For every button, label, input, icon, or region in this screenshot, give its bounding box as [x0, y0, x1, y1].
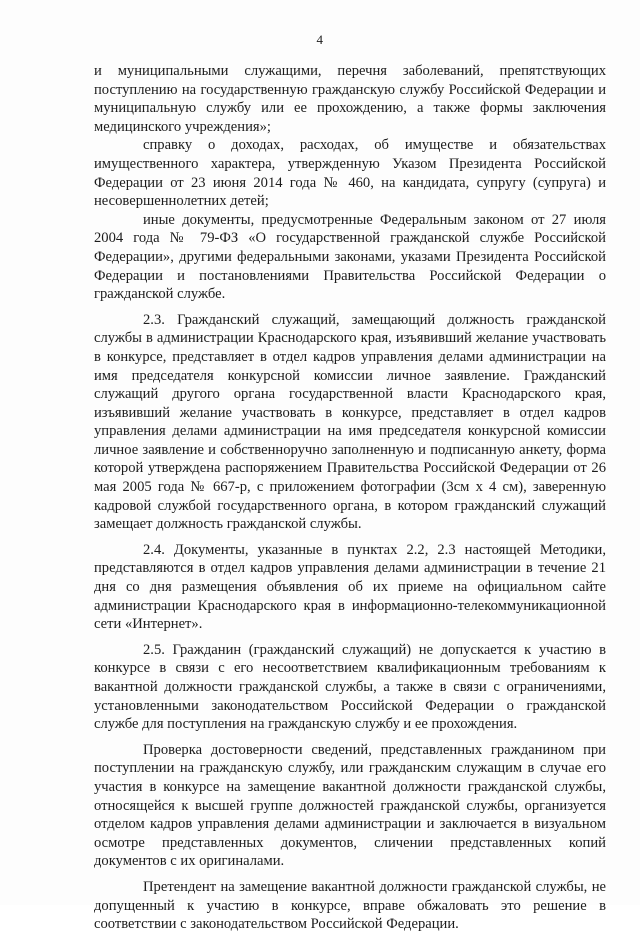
paragraph-verification: Проверка достоверности сведений, представленных гражданином при поступлении на гражданскую службу, или гражданским служащим в случае его участия в конкурсе на замещение вакантной должности гражданской службы, относящейся к высшей группе должностей гражданской службы, организуется отделом кадров управления делами администрации и заключается в визуальном осмотре представленных документов, сличении представленных копий документов с их оригиналами.: [94, 741, 606, 870]
paragraph-2-5: 2.5. Гражданин (гражданский служащий) не допускается к участию в конкурсе в связи с его несоответствием квалификационным требованиям к вакантной должности гражданской службы, а также в связи с ограничениями, установленными законодательством Российской Федерации о гражданской службе для поступления на гражданскую службу и ее прохождения.: [94, 641, 606, 733]
paragraph-other-documents: иные документы, предусмотренные Федеральным законом от 27 июля 2004 года № 79-ФЗ «О государственной гражданской службе Российской Федерации», другими федеральными законами, указами Президента Российской Федерации и постановлениями Правительства Российской Федерации о гражданской службе.: [94, 211, 606, 303]
paragraph-medical-form: и муниципальными служащими, перечня заболеваний, препятствующих поступлению на государственную гражданскую службу Российской Федерации и муниципальную службу или ее прохождению, а также формы заключения медицинского учреждения»;: [94, 63, 606, 135]
paragraph-income-certificate: справку о доходах, расходах, об имуществе и обязательствах имущественного характера, утвержденную Указом Президента Российской Федерации от 23 июня 2014 года № 460, на кандидата, супругу (супруга) и несовершеннолетних детей;: [94, 137, 606, 210]
document-body: [94, 62, 606, 934]
paragraph-appeal: Претендент на замещение вакантной должности гражданской службы, не допущенный к участию в конкурсе, вправе обжаловать это решение в соответствии с законодательством Российской Федерации.: [94, 878, 606, 933]
page-number: 4: [316, 32, 324, 47]
paragraph-2-3: 2.3. Гражданский служащий, замещающий должность гражданской службы в администрации Краснодарского края, изъявивший желание участвовать в конкурсе, представляет в отдел кадров управления делами администрации на имя председателя конкурсной комиссии личное заявление. Гражданский служащий другого органа государственной власти Краснодарского края, изъявивший желание участвовать в конкурсе, представляет в отдел кадров управления делами администрации на имя председателя конкурсной комиссии личное заявление и собственноручно заполненную и подписанную анкету, форма которой утверждена распоряжением Правительства Российской Федерации от 26 мая 2005 года № 667-р, с приложением фотографии (3см х 4 см), заверенную кадровой службой государственного органа, в котором гражданский служащий замещает должность гражданской службы.: [94, 311, 606, 533]
paragraph-2-4: 2.4. Документы, указанные в пунктах 2.2, 2.3 настоящей Методики, представляются в отдел кадров управления делами администрации в течение 21 дня со дня размещения объявления об их приеме на официальном сайте администрации Краснодарского края в информационно-телекоммуникационной сети «Интернет».: [94, 541, 606, 633]
